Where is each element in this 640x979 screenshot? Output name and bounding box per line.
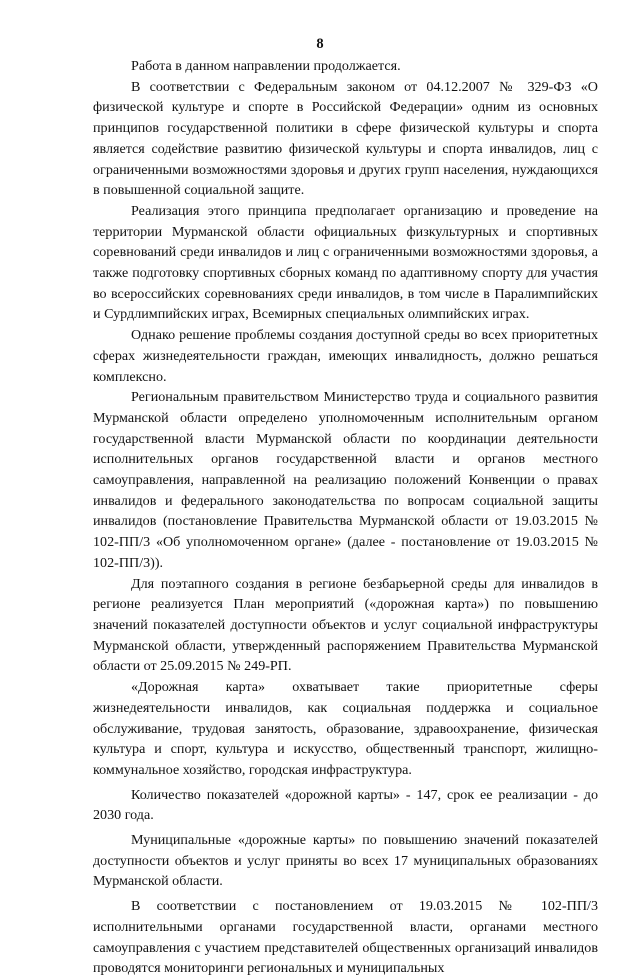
paragraph-principle-implementation: Реализация этого принципа предполагает организацию и проведение на территории Мурманской области официальных физкультурных и спортивных соревнований среди инвалидов и лиц с ограниченными возможностями здоровья, а также подготовку спортивных сборных команд по адаптивному спорту для участия во всероссийских соревнованиях среди инвалидов, в том числе в Паралимпийских и Сурдлимпийских играх, Всемирных специальных олимпийских играх. bbox=[93, 202, 598, 323]
paragraph-comprehensive-solution: Однако решение проблемы создания доступной среды во всех приоритетных сферах жизнедеятельности граждан, имеющих инвалидность, должно решаться комплексно. bbox=[93, 327, 598, 385]
paragraph-monitoring: В соответствии с постановлением от 19.03.2015 № 102-ПП/3 исполнительными органами государственной власти, органами местного самоуправления с участием представителей общественных организаций инвалидов проводятся мониторинги региональных и муниципальных bbox=[93, 898, 598, 977]
paragraph-road-map-spheres: «Дорожная карта» охватывает такие приоритетные сферы жизнедеятельности инвалидов, как социальная поддержка и социальное обслуживание, трудовая занятость, образование, здравоохранение, физическая культура и спорт, культура и искусство, общественный транспорт, жилищно-коммунальное хозяйство, городская инфраструктура. bbox=[93, 679, 598, 778]
paragraph-indicators-count: Количество показателей «дорожной карты» - 147, срок ее реализации - до 2030 года. bbox=[93, 786, 598, 824]
paragraph-road-map-plan: Для поэтапного создания в регионе безбарьерной среды для инвалидов в регионе реализуется План мероприятий («дорожная карта») по повышению значений показателей доступности объектов и услуг социальной инфраструктуры Мурманской области, утвержденный распоряжением Правительства Мурманской области от 25.09.2015 № 249-РП. bbox=[93, 575, 598, 675]
paragraph-municipal-road-maps: Муниципальные «дорожные карты» по повышению значений показателей доступности объектов и услуг приняты во всех 17 муниципальных образованиях Мурманской области. bbox=[93, 832, 598, 890]
document-body bbox=[93, 56, 598, 979]
paragraph-federal-law: В соответствии с Федеральным законом от 04.12.2007 № 329-ФЗ «О физической культуре и спорте в Российской Федерации» одним из основных принципов государственной политики в сфере физической культуры и спорта является содействие развитию физической культуры и спорта инвалидов, лиц с ограниченными возможностями здоровья и других групп населения, нуждающихся в повышенной социальной защите. bbox=[93, 78, 598, 199]
paragraph-ministry-authorized: Региональным правительством Министерство труда и социального развития Мурманской области определено уполномоченным исполнительным органом государственной власти Мурманской области по координации деятельности исполнительных органов государственной власти и органов местного самоуправления, направленной на реализацию положений Конвенции о правах инвалидов и федерального законодательства по вопросам социальной защиты инвалидов (постановление Правительства Мурманской области от 19.03.2015 № 102-ПП/3 «Об уполномоченном органе» (далее - постановление от 19.03.2015 № 102-ПП/3)). bbox=[93, 389, 598, 571]
page-number: 8 bbox=[316, 36, 324, 52]
paragraph-work-continues: Работа в данном направлении продолжается. bbox=[131, 58, 401, 74]
